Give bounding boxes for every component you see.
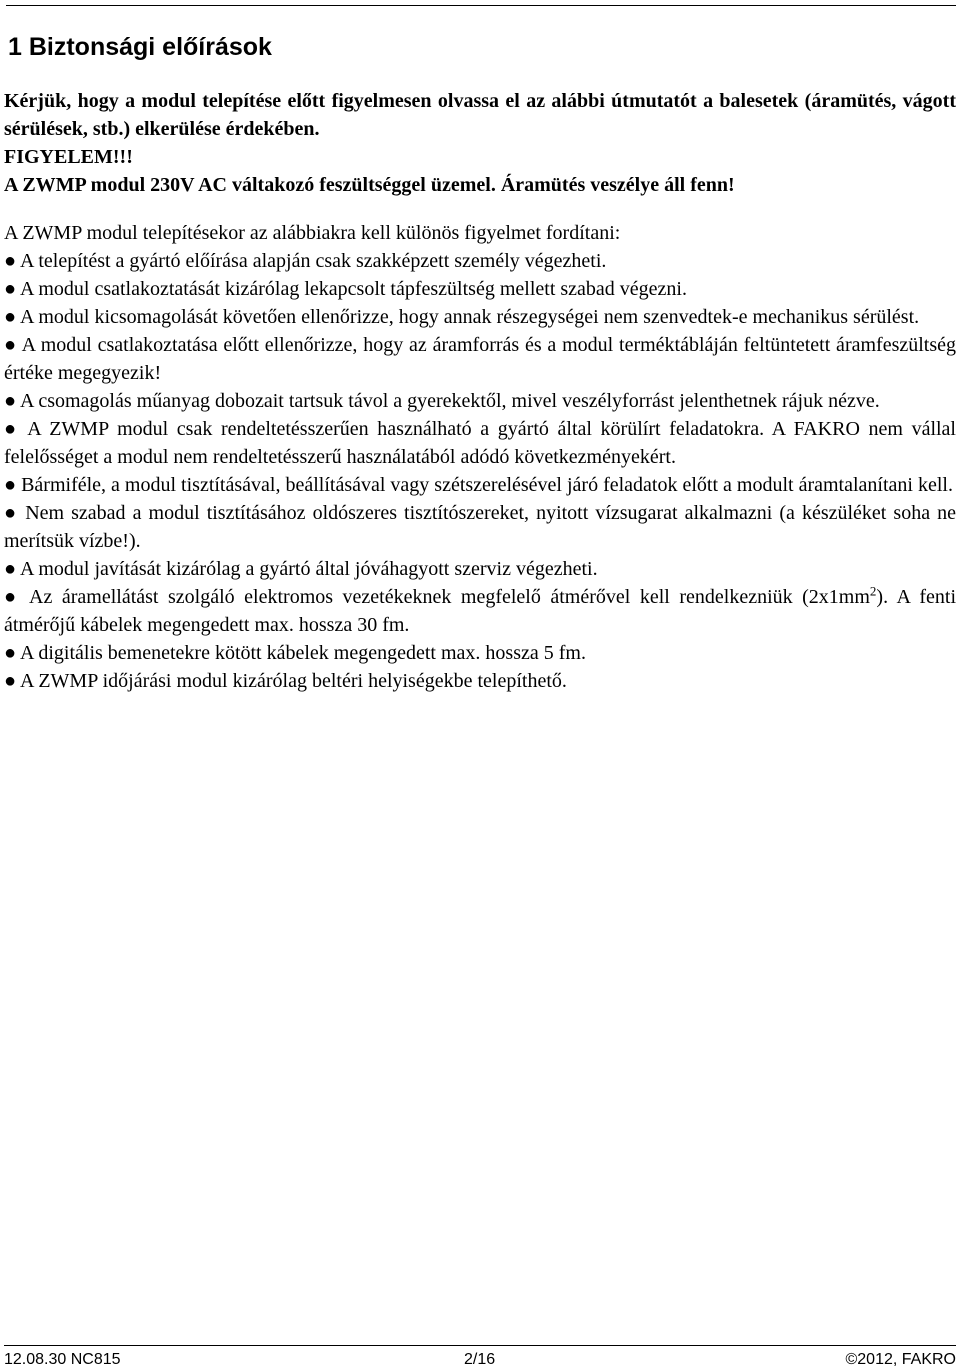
footer-copyright: ©2012, FAKRO [845,1351,956,1368]
bullet-icon: ● [4,250,17,272]
cable-superscript: 2 [869,583,877,599]
bullet-icon: ● [4,306,17,328]
warning-line-1: Kérjük, hogy a modul telepítése előtt figyelmesen olvassa el az alábbi útmutatót a balesetek (áramütés, vágott sérülések, stb.) elkerülése érdekében. [4,90,956,140]
list-item [4,415,956,471]
page-footer [4,1350,956,1370]
bullet-icon: ● [4,418,20,440]
bullet-icon: ● [4,586,21,608]
list-item [4,275,956,303]
list-item [4,555,956,583]
list-item-text: A ZWMP időjárási modul kizárólag beltéri helyiségekbe telepíthető. [20,670,567,692]
list-item-text: A ZWMP modul csak rendeltetésszerűen használható a gyártó által körülírt feladatokra. A FAKRO nem vállal felelősséget a modul nem rendeltetésszerű használatából adódó következményekért. [4,418,956,468]
list-item [4,247,956,275]
list-item [4,471,956,499]
warning-line-2: FIGYELEM!!! [4,146,133,168]
section-heading: 1 Biztonsági előírások [8,33,272,61]
list-item-text: A modul javítását kizárólag a gyártó által jóváhagyott szerviz végezheti. [20,558,598,580]
list-item-text: A telepítést a gyártó előírása alapján csak szakképzett személy végezheti. [20,250,607,272]
cable-text-after: ). A fenti átmérőjű kábelek megengedett max. hossza 30 fm. [4,586,957,636]
list-item-text: A modul csatlakoztatását kizárólag lekapcsolt tápfeszültség mellett szabad végezni. [20,278,687,300]
footer-rule [4,1345,956,1346]
list-item-cable [4,583,956,639]
instructions-block [4,219,956,695]
list-item-text: Bármiféle, a modul tisztításával, beállításával vagy szétszerelésével járó feladatok előtt a modult áramtalanítani kell. [21,474,953,496]
list-item-text: A digitális bemenetekre kötött kábelek megengedett max. hossza 5 fm. [20,642,586,664]
cable-text-before: Az áramellátást szolgáló elektromos vezetékeknek megfelelő átmérővel kell rendelkezniük (2x1mm [29,586,870,608]
list-item-text: A modul kicsomagolását követően ellenőrizze, hogy annak részegységei nem szenvedtek-e mechanikus sérülést. [20,306,920,328]
document-body [4,87,956,695]
list-item [4,499,956,555]
bullet-icon: ● [4,670,17,692]
warning-block [4,87,956,199]
list-item [4,667,956,695]
list-item-text: Nem szabad a modul tisztításához oldószeres tisztítószereket, nyitott vízsugarat alkalmazni (a készüléket soha ne merítsük vízbe!). [4,502,956,552]
list-item [4,331,956,387]
intro-line: A ZWMP modul telepítésekor az alábbiakra kell különös figyelmet fordítani: [4,222,621,244]
bullet-icon: ● [4,390,17,412]
top-rule [6,5,956,6]
bullet-icon: ● [4,502,19,524]
list-item [4,303,956,331]
bullet-icon: ● [4,334,17,356]
bullet-icon: ● [4,474,17,496]
bullet-icon: ● [4,642,17,664]
list-item [4,639,956,667]
footer-doc-code: 12.08.30 NC815 [4,1351,121,1368]
list-item-text: A modul csatlakoztatása előtt ellenőrizze, hogy az áramforrás és a modul terméktábláján feltüntetett áramfeszültség értéke megegyezik! [4,334,957,384]
bullet-icon: ● [4,278,17,300]
warning-line-3: A ZWMP modul 230V AC váltakozó feszültséggel üzemel. Áramütés veszélye áll fenn! [4,174,735,196]
footer-page-number: 2/16 [464,1351,496,1368]
list-item-text: A csomagolás műanyag dobozait tartsuk távol a gyerekektől, mivel veszélyforrást jelenthetnek rájuk nézve. [20,390,880,412]
bullet-icon: ● [4,558,17,580]
list-item [4,387,956,415]
